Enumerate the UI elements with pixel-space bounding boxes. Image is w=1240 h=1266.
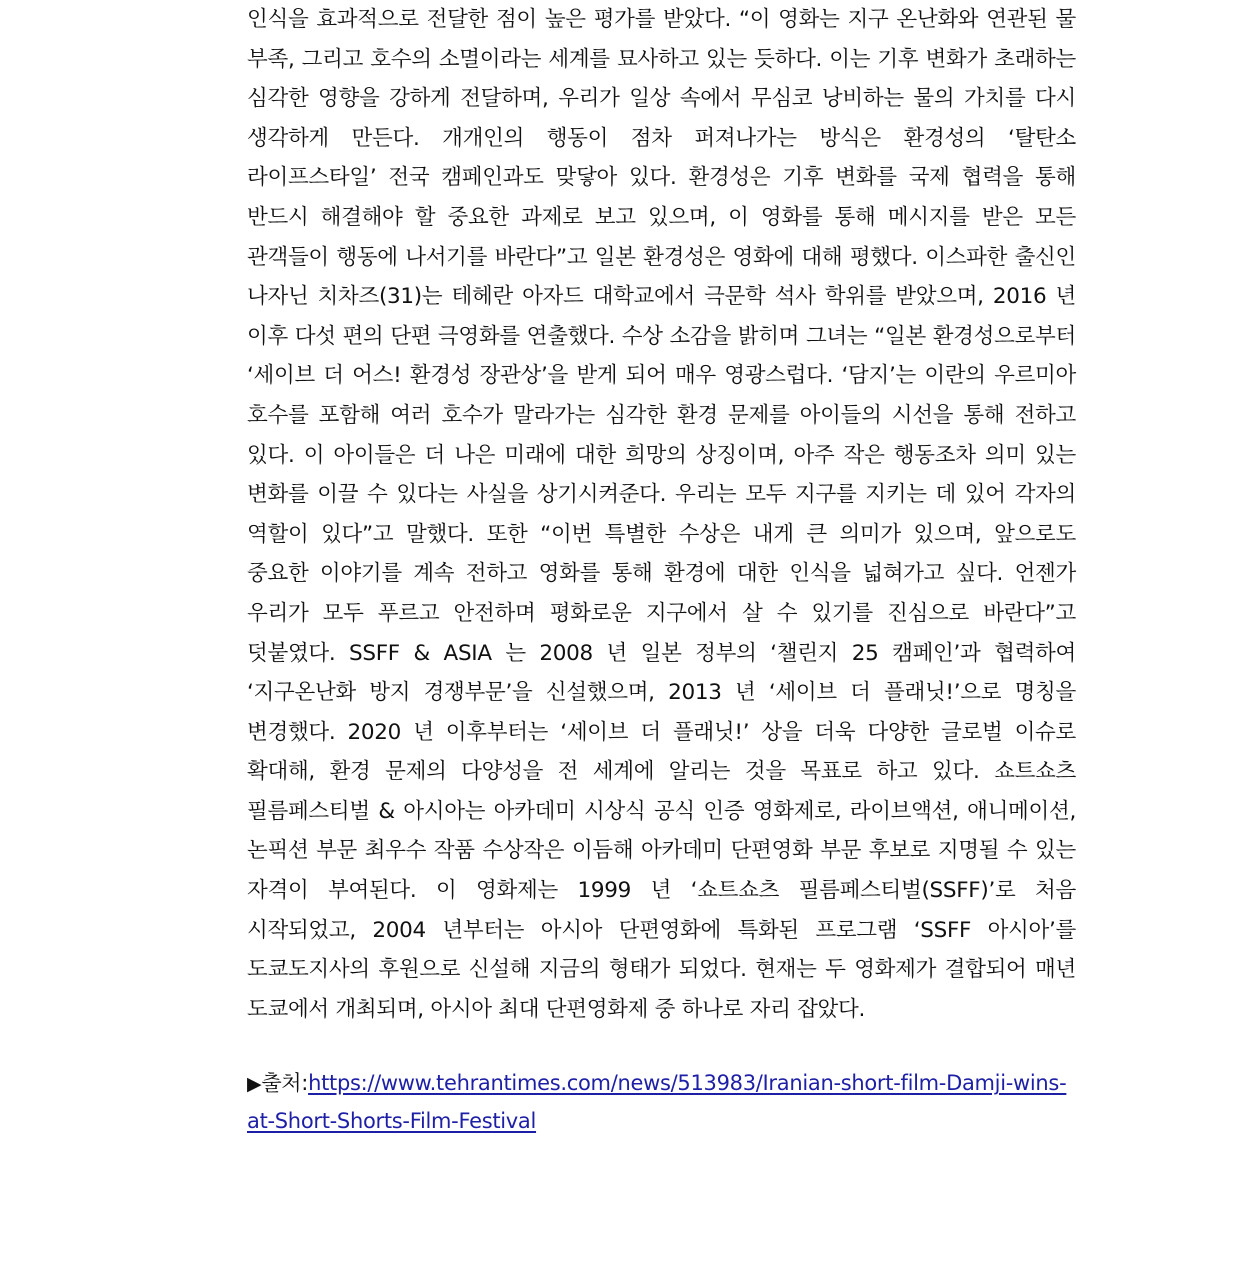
article-body: 인식을 효과적으로 전달한 점이 높은 평가를 받았다. “이 영화는 지구 온난화와 연관된 물 부족, 그리고 호수의 소멸이라는 세계를 묘사하고 있는 듯하다. 이는 기후 변화가 초래하는 심각한 영향을 강하게 전달하며, 우리가 일상 속에서 무심코 낭비하는 물의 가치를 다시 생각하게 만든다. 개개인의 행동이 점차 퍼져나가는 방식은 환경성의 ‘탈탄소 라이프스타일’ 전국 캠페인과도 맞닿아 있다. 환경성은 기후 변화를 국제 협력을 통해 반드시 해결해야 할 중요한 과제로 보고 있으며, 이 영화를 통해 메시지를 받은 모든 관객들이 행동에 나서기를 바란다”고 일본 환경성은 영화에 대해 평했다. 이스파한 출신인 나자닌 치차즈(31)는 테헤란 아자드 대학교에서 극문학 석사 학위를 받았으며, 2016 년 이후 다섯 편의 단편 극영화를 연출했다. 수상 소감을 밝히며 그녀는 “일본 환경성으로부터 ‘세이브 더 어스! 환경성 장관상’을 받게 되어 매우 영광스럽다. ‘담지’는 이란의 우르미아 호수를 포함해 여러 호수가 말라가는 심각한 환경 문제를 아이들의 시선을 통해 전하고 있다. 이 아이들은 더 나은 미래에 대한 희망의 상징이며, 아주 작은 행동조차 의미 있는 변화를 이끌 수 있다는 사실을 상기시켜준다. 우리는 모두 지구를 지키는 데 있어 각자의 역할이 있다”고 말했다. 또한 “이번 특별한 수상은 내게 큰 의미가 있으며, 앞으로도 중요한 이야기를 계속 전하고 영화를 통해 환경에 대한 인식을 넓혀가고 싶다. 언젠가 우리가 모두 푸르고 안전하며 평화로운 지구에서 살 수 있기를 진심으로 바란다”고 덧붙였다. SSFF & ASIA 는 2008 년 일본 정부의 ‘챌린지 25 캠페인’과 협력하여 ‘지구온난화 방지 경쟁부문’을 신설했으며, 2013 년 ‘세이브 더 플래닛!’으로 명칭을 변경했다. 2020 년 이후부터는 ‘세이브 더 플래닛!’ 상을 더욱 다양한 글로벌 이슈로 확대해, 환경 문제의 다양성을 전 세계에 알리는 것을 목표로 하고 있다. 쇼트쇼츠 필름페스티벌 & 아시아는 아카데미 시상식 공식 인증 영화제로, 라이브액션, 애니메이션, 논픽션 부문 최우수 작품 수상작은 이듬해 아카데미 단편영화 부문 후보로 지명될 수 있는 자격이 부여된다. 이 영화제는 1999 년 ‘쇼트쇼츠 필름페스티벌(SSFF)’로 처음 시작되었고, 2004 년부터는 아시아 단편영화에 특화된 프로그램 ‘SSFF 아시아’를 도쿄도지사의 후원으로 신설해 지금의 형태가 되었다. 현재는 두 영화제가 결합되어 매년 도쿄에서 개최되며, 아시아 최대 단편영화제 중 하나로 자리 잡았다. — [247, 7, 1076, 1022]
source-line — [247, 1065, 1076, 1140]
source-label: 출처: — [261, 1071, 309, 1096]
source-link[interactable]: https://www.tehrantimes.com/news/513983/Iranian-short-film-Damji-wins-at-Short-Shorts-Film-Festival — [247, 1071, 1067, 1134]
document-page — [247, 0, 1076, 1140]
source-arrow-icon: ▶ — [247, 1073, 262, 1096]
